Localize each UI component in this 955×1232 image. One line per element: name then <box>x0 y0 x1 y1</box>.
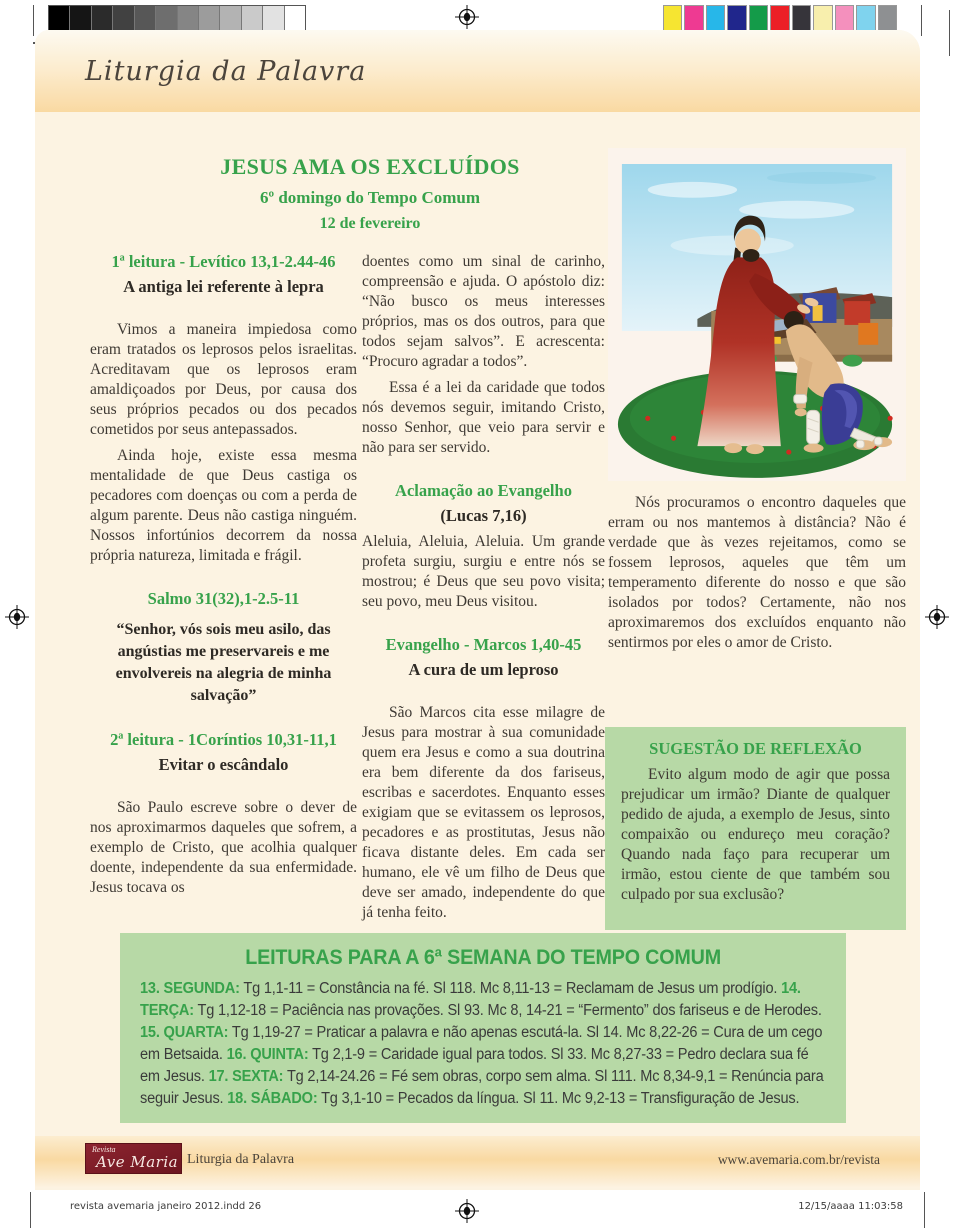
psalm-quote: “Senhor, vós sois meu asilo, das angústias me preservareis e me envolvereis na alegria de minha salvação” <box>115 621 332 704</box>
registration-mark <box>454 1198 480 1224</box>
weekly-readings-title: LEITURAS PARA A 6ª SEMANA DO TEMPO COMUM <box>245 946 721 969</box>
section-script-title: Liturgia da Palavra <box>85 56 367 87</box>
acclamation-heading: Aclamação ao Evangelho <box>395 481 572 500</box>
reading2-paragraph: Essa é a lei da caridade que todos nós devemos seguir, imitando Cristo, nosso Senhor, que veio para servir e não para ser servido. <box>362 379 605 456</box>
crop-mark <box>949 10 950 56</box>
footer-section-label: Liturgia da Palavra <box>187 1152 295 1167</box>
crop-mark <box>33 5 34 36</box>
registration-mark <box>454 4 480 30</box>
article-subtitle: 6º domingo do Tempo Comum <box>259 188 481 207</box>
reading-entry: Tg 2,1-9 = Caridade igual para todos. Sl 33. Mc 8,27-33 = Pedro declara sua fé em Jesus. <box>140 1046 809 1085</box>
weekday-label: 16. QUINTA: <box>226 1046 309 1063</box>
weekday-label: 15. QUARTA: <box>140 1024 229 1041</box>
reflection-box <box>605 727 906 930</box>
reading2-subheading: Evitar o escândalo <box>158 755 289 774</box>
reading2-paragraph: São Paulo escreve sobre o dever de nos aproximarmos daqueles que sofrem, a exemplo de Cristo, que acolhia qualquer doente, independente da sua enfermidade. Jesus tocava os <box>90 799 357 896</box>
weekly-readings-box <box>120 933 846 1123</box>
registration-mark <box>924 604 950 630</box>
column-right <box>608 493 906 659</box>
article-title-block <box>90 154 650 233</box>
weekday-label: 13. SEGUNDA: <box>140 980 240 997</box>
acclamation-reference: (Lucas 7,16) <box>440 506 527 525</box>
reading2-heading: 2ª leitura - 1Coríntios 10,31-11,1 <box>110 730 337 749</box>
jesus-heals-leper-illustration <box>608 148 906 481</box>
acclamation-text: Aleluia, Aleluia, Aleluia. Um grande profeta surgiu, surgiu e entre nós se mostrou; é Deus que seu povo visita; seu povo, meu Deus visitou. <box>362 533 605 610</box>
registration-mark <box>4 604 30 630</box>
gospel-subheading: A cura de um leproso <box>408 660 559 679</box>
slug-filename: revista avemaria janeiro 2012.indd 26 <box>70 1201 262 1212</box>
weekly-readings-text <box>140 978 826 1110</box>
slug-datetime: 12/15/aaaa 11:03:58 <box>798 1201 903 1212</box>
reading2-paragraph-continued: doentes como um sinal de carinho, compreensão e ajuda. O apóstolo diz: “Não busco os meus interesses próprios, mas os dos outros, para que todos sejam salvos”. E acrescenta: “Procuro agradar a todos”. <box>362 253 605 370</box>
logo-revista-label: Revista <box>92 1145 116 1154</box>
gospel-heading: Evangelho - Marcos 1,40-45 <box>385 635 582 654</box>
gospel-paragraph: São Marcos cita esse milagre de Jesus para mostrar à sua comunidade quem era Jesus e como a sua doutrina era bem diferente da dos fariseus, escribas e sacerdotes. Enquanto esses exigiam que se evitassem os leprosos, pecadores e as prostitutas, Jesus não ficava distante deles. Em cada ser humano, ele vê um filho de Deus que deve ser amado, independente do que já tenha feito. <box>362 704 605 921</box>
crop-mark <box>921 5 922 36</box>
jesus-heals-leper-drawing <box>608 148 906 481</box>
crop-mark <box>924 1192 925 1228</box>
reflection-title: SUGESTÃO DE REFLEXÃO <box>649 739 862 758</box>
ave-maria-logo <box>85 1143 182 1174</box>
magazine-page <box>35 30 920 1190</box>
reading-entry: Tg 1,1-11 = Constância na fé. Sl 118. Mc 8,11-13 = Reclamam de Jesus um prodígio. <box>239 980 782 997</box>
reading1-subheading: A antiga lei referente à lepra <box>123 277 324 296</box>
weekday-label: 14. TERÇA: <box>140 980 801 1019</box>
weekday-label: 17. SEXTA: <box>208 1068 284 1085</box>
reading1-heading: 1ª leitura - Levítico 13,1-2.44-46 <box>111 252 336 271</box>
psalm-heading: Salmo 31(32),1-2.5-11 <box>147 589 300 608</box>
article-title: JESUS AMA OS EXCLUÍDOS <box>220 154 520 179</box>
footer-url: www.avemaria.com.br/revista <box>717 1152 880 1167</box>
column-middle <box>362 252 605 929</box>
crop-mark <box>30 1192 31 1228</box>
logo-ave-maria-label: Ave Maria <box>96 1153 179 1171</box>
reading1-paragraph: Vimos a maneira impiedosa como eram tratados os leprosos pelos israelitas. Acreditavam que os leprosos eram amaldiçoados por Deus, por causa dos seus próprios pecados ou dos pecados cometidos por seus antepassados. <box>90 321 357 438</box>
page-footer-band <box>35 1136 920 1188</box>
closing-paragraph: Nós procuramos o encontro daqueles que erram ou nos mantemos à distância? Não é verdade que às vezes rejeitamos, como se fossem leprosos, aqueles que têm um temperamento diferente do nosso e que são isolados por todos? Certamente, não nos aproximaremos dos excluídos enquanto não sentirmos por eles o amor de Cristo. <box>608 494 906 651</box>
reflection-text: Evito algum modo de agir que possa prejudicar um irmão? Diante de qualquer pedido de ajuda, a exemplo de Jesus, sinto compaixão ou endureço meu coração? Quando nada faço para recuperar um irmão, estou ciente de que também sou culpado por sua exclusão? <box>621 766 890 903</box>
reading-entry: Tg 2,14-24.26 = Fé sem obras, corpo sem alma. Sl 111. Mc 8,34-9,1 = Renúncia para seguir Jesus. <box>140 1068 824 1107</box>
article-date: 12 de fevereiro <box>319 215 421 232</box>
weekday-label: 18. SÁBADO: <box>227 1090 318 1107</box>
reading-entry: Tg 1,12-18 = Paciência nas provações. Sl 93. Mc 8, 14-21 = “Fermento” dos fariseus e de Herodes. <box>193 1002 822 1019</box>
column-left <box>90 252 357 904</box>
reading1-paragraph: Ainda hoje, existe essa mesma mentalidade de que Deus castiga os pecadores com doenças ou com a perda de algum parente. Deus não castiga ninguém. Nossos infortúnios decorrem da nossa própria natureza, limitada e frágil. <box>90 447 357 564</box>
reading-entry: Tg 1,19-27 = Praticar a palavra e não apenas escutá-la. Sl 14. Mc 8,22-26 = Cura de um cego em Betsaida. <box>140 1024 823 1063</box>
page-header-band <box>35 30 920 112</box>
reading-entry: Tg 3,1-10 = Pecados da língua. Sl 11. Mc 9,2-13 = Transfiguração de Jesus. <box>317 1090 800 1107</box>
